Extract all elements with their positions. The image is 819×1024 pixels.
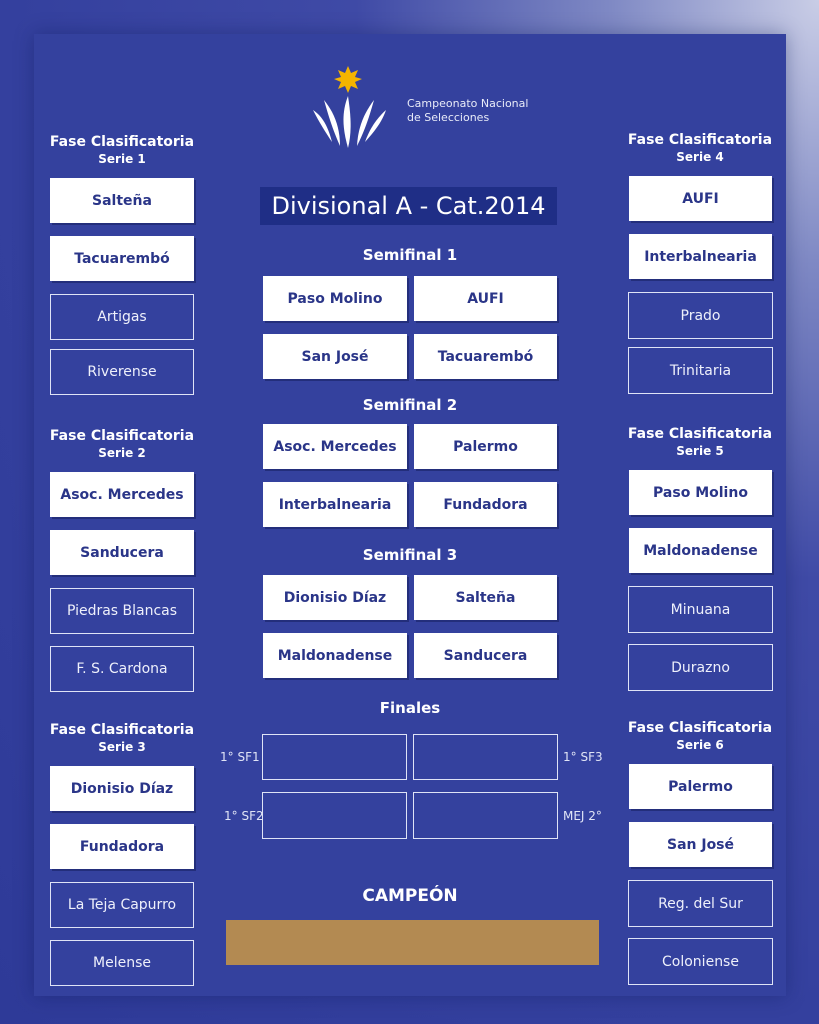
semifinal-1-team-4: Tacuarembó [414,334,557,379]
semifinal-2-team-2: Palermo [414,424,557,469]
semifinal-2-title: Semifinal 2 [362,396,458,414]
serie-3-team-3: La Teja Capurro [50,882,194,928]
serie-5-title: Fase Clasificatoria [627,426,773,442]
tournament-logo [310,64,390,150]
serie-6-title: Fase Clasificatoria [627,720,773,736]
page-title: Divisional A - Cat.2014 [260,187,557,225]
semifinal-1-title: Semifinal 1 [362,246,458,264]
serie-3-team-2: Fundadora [50,824,194,869]
semifinal-1-team-2: AUFI [414,276,557,321]
serie-2-title: Fase Clasificatoria [49,428,195,444]
serie-3-subtitle: Serie 3 [98,740,146,754]
serie-4-team-3: Prado [628,292,773,339]
serie-5-team-1: Paso Molino [629,470,772,515]
serie-5-team-2: Maldonadense [629,528,772,573]
serie-5-heading [610,426,790,460]
serie-4-title: Fase Clasificatoria [627,132,773,148]
serie-3-team-4: Melense [50,940,194,986]
serie-3-team-1: Dionisio Díaz [50,766,194,811]
finals-title: Finales [379,699,441,717]
finals-slot-4 [413,792,558,839]
champion-title: CAMPEÓN [362,886,458,906]
finals-label-best-second: MEJ 2° [563,809,602,823]
serie-4-team-2: Interbalnearia [629,234,772,279]
serie-1-team-2: Tacuarembó [50,236,194,281]
finals-slot-3 [262,792,407,839]
serie-1-title: Fase Clasificatoria [49,134,195,150]
serie-5-team-4: Durazno [628,644,773,691]
serie-5-team-3: Minuana [628,586,773,633]
serie-3-heading [32,722,212,756]
semifinal-2-team-1: Asoc. Mercedes [263,424,407,469]
finals-label-sf2: 1° SF2 [224,809,264,823]
serie-1-subtitle: Serie 1 [98,152,146,166]
serie-1-team-4: Riverense [50,349,194,395]
serie-2-heading [32,428,212,462]
figures-icon [313,96,386,148]
semifinal-3-team-4: Sanducera [414,633,557,678]
serie-5-subtitle: Serie 5 [676,444,724,458]
semifinal-3-team-1: Dionisio Díaz [263,575,407,620]
serie-1-team-1: Salteña [50,178,194,223]
sun-star-icon [334,66,362,93]
semifinal-2-team-4: Fundadora [414,482,557,527]
semifinal-3-title: Semifinal 3 [362,546,458,564]
serie-4-team-1: AUFI [629,176,772,221]
serie-2-team-3: Piedras Blancas [50,588,194,634]
finals-label-sf3: 1° SF3 [563,750,603,764]
serie-6-team-1: Palermo [629,764,772,809]
serie-6-team-3: Reg. del Sur [628,880,773,927]
serie-1-team-3: Artigas [50,294,194,340]
semifinal-1-team-3: San José [263,334,407,379]
serie-4-team-4: Trinitaria [628,347,773,394]
semifinal-2-team-3: Interbalnearia [263,482,407,527]
serie-2-team-4: F. S. Cardona [50,646,194,692]
serie-4-heading [610,132,790,166]
semifinal-1-team-1: Paso Molino [263,276,407,321]
semifinal-3-team-2: Salteña [414,575,557,620]
serie-6-heading [610,720,790,754]
champion-bar [226,920,599,965]
logo-text-line2: de Selecciones [407,111,490,124]
finals-slot-2 [413,734,558,780]
serie-3-title: Fase Clasificatoria [49,722,195,738]
serie-4-subtitle: Serie 4 [676,150,724,164]
serie-2-team-2: Sanducera [50,530,194,575]
serie-6-team-2: San José [629,822,772,867]
finals-label-sf1: 1° SF1 [220,750,260,764]
logo-text-line1: Campeonato Nacional [407,97,529,110]
logo-text [407,97,528,125]
serie-6-subtitle: Serie 6 [676,738,724,752]
serie-2-subtitle: Serie 2 [98,446,146,460]
serie-1-heading [32,134,212,168]
finals-slot-1 [262,734,407,780]
semifinal-3-team-3: Maldonadense [263,633,407,678]
serie-2-team-1: Asoc. Mercedes [50,472,194,517]
serie-6-team-4: Coloniense [628,938,773,985]
